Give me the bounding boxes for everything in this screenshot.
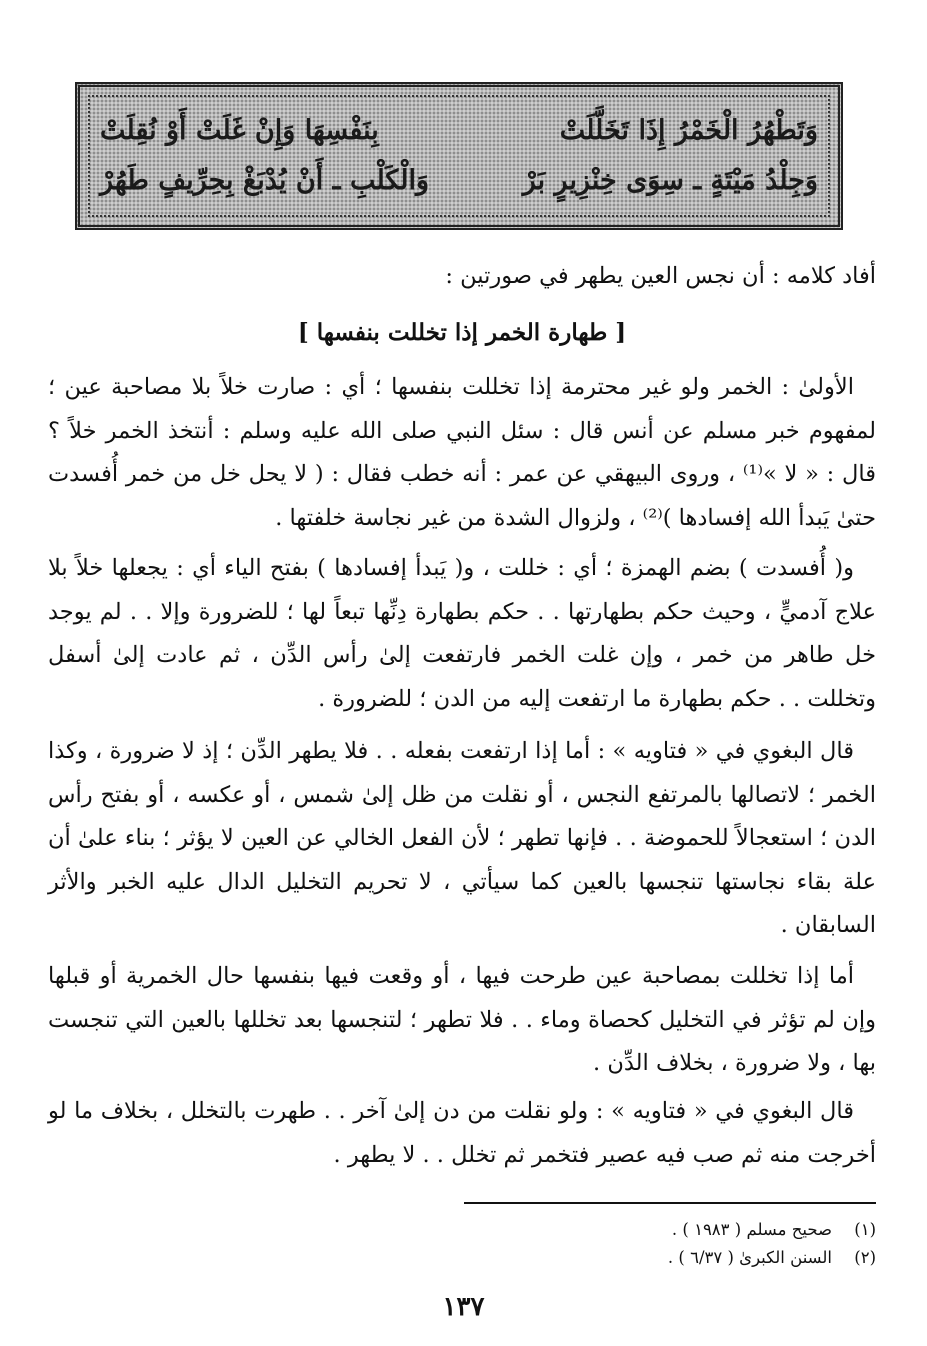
page-number: ١٣٧	[442, 1292, 485, 1322]
footnote-1-number: (١)	[854, 1220, 876, 1239]
paragraph-5-text: قال البغوي في « فتاويه » : ولو نقلت من دن إلىٰ آخر . . طهرت بالتخلل ، بخلاف ما لو أخرجت منه ثم صب فيه عصير فتخمر ثم تخلل . . لا يطهر .	[48, 1098, 876, 1168]
paragraph-4	[48, 955, 876, 1086]
paragraph-2	[48, 547, 876, 721]
footnote-2	[380, 1244, 876, 1272]
section-heading: [ طهارة الخمر إذا تخللت بنفسها ]	[297, 319, 627, 346]
verse-line-1-right-hemistich: وَتَطْهُرُ الْخَمْرُ إِذَا تَخَلَّلَتْ	[559, 115, 818, 146]
verse-line-2-right-hemistich: وَجِلْدُ مَيْتَةٍ ـ سِوَى خِنْزِيرٍ بَرْ	[522, 165, 818, 196]
paragraph-5	[48, 1090, 876, 1177]
verse-line-2-left-hemistich: وَالْكَلْبِ ـ أَنْ يُدْبَغْ بِحِرِّيفٍ طَهُرْ	[100, 165, 430, 196]
footnote-1	[380, 1216, 876, 1244]
intro-line: أفاد كلامه : أن نجس العين يطهر في صورتين :	[445, 263, 876, 289]
paragraph-4-text: أما إذا تخللت بمصاحبة عين طرحت فيها ، أو وقعت فيها بنفسها حال الخمرية أو قبلها وإن لم تؤثر في التخليل كحصاة وماء . . فلا تطهر ؛ لتنجسها بعد تخللها بالعين التي تنجست بها ، ولا ضرورة ، بخلاف الدِّن .	[48, 963, 876, 1076]
verse-line-1	[100, 109, 818, 153]
paragraph-3-text: قال البغوي في « فتاويه » : أما إذا ارتفعت بفعله . . فلا يطهر الدِّن ؛ إذ لا ضرورة ، وكذا الخمر ؛ لاتصالها بالمرتفع النجس ، أو نقلت من ظل إلىٰ شمس ، أو عكسه ، أو بفتح رأس الدن ؛ استعجالاً للحموضة . . فإنها تطهر ؛ لأن الفعل الخالي عن العين لا يؤثر ؛ بناء علىٰ أن علة بقاء نجاستها تنجسها بالعين كما سيأتي ، لا تحريم التخليل الدال عليه الخبر والأثر السابقان .	[48, 738, 876, 938]
footnote-divider	[464, 1202, 876, 1204]
footnote-2-text: السنن الكبرىٰ ( ٦/٣٧ ) .	[667, 1248, 832, 1267]
footnotes	[380, 1216, 876, 1272]
paragraph-2-text: و( أُفسدت ) بضم الهمزة ؛ أي : خللت ، و( يَبدأ إفسادها ) بفتح الياء أي : يجعلها خلاً بلا علاج آدميٍّ ، وحيث حكم بطهارتها . . حكم بطهارة دِنِّها تبعاً لها ؛ للضرورة وإلا . . لم يوجد خل طاهر من خمر ، وإن غلت الخمر فارتفعت إلىٰ رأس الدِّن ، ثم عادت إلىٰ أسفل وتخللت . . حكم بطهارة ما ارتفعت إليه من الدن ؛ للضرورة .	[48, 555, 876, 712]
paragraph-3	[48, 730, 876, 948]
verse-line-1-left-hemistich: بِنَفْسِهَا وَإِنْ غَلَتْ أَوْ نُقِلَتْ	[100, 115, 379, 146]
verse-line-2	[100, 159, 818, 203]
footnote-2-number: (٢)	[854, 1248, 876, 1267]
footnote-1-text: صحيح مسلم ( ١٩٨٣ ) .	[671, 1220, 832, 1239]
verse-frame	[75, 82, 843, 230]
paragraph-1	[48, 366, 876, 540]
paragraph-1-text: الأولىٰ : الخمر ولو غير محترمة إذا تخللت بنفسها ؛ أي : صارت خلاً بلا مصاحبة عين ؛ لمفهوم خبر مسلم عن أنس قال : سئل النبي صلى الله عليه وسلم : أنتخذ الخمر خلاً ؟ قال : « لا »⁽¹⁾ ، وروى البيهقي عن عمر : أنه خطب فقال : ( لا يحل خل من خمر أُفسدت حتىٰ يَبدأ الله إفسادها )⁽²⁾ ، ولزوال الشدة من غير نجاسة خلفتها .	[48, 374, 876, 531]
